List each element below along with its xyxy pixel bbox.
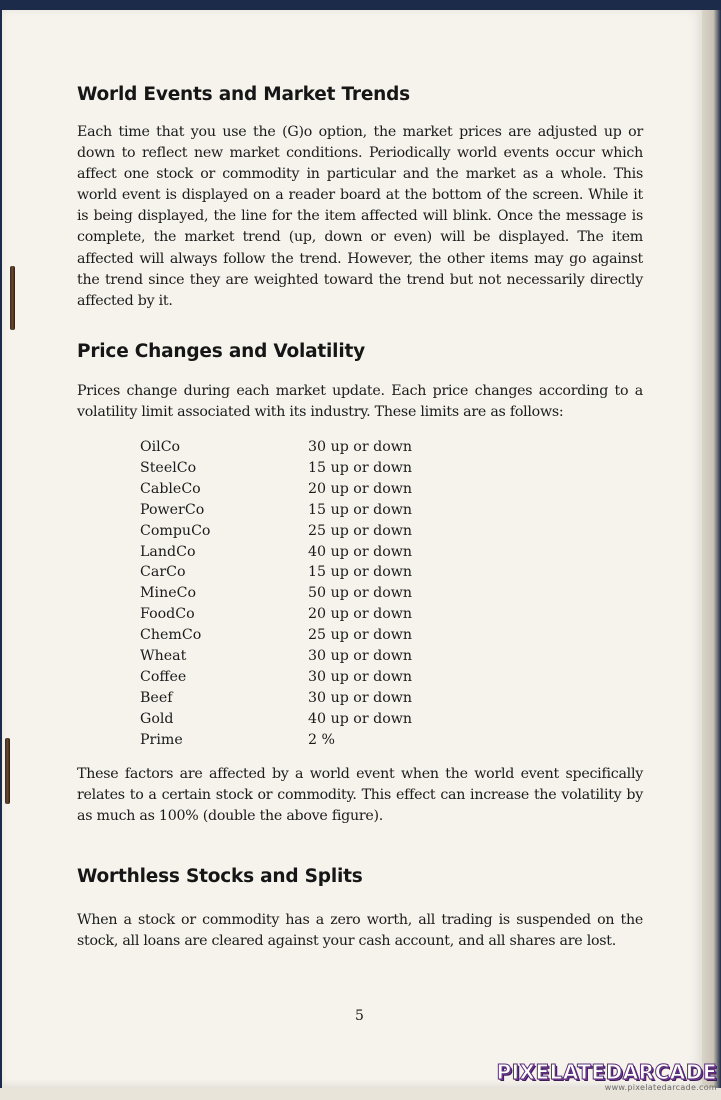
volatility-item-limit: 30 up or down [308,439,413,455]
volatility-item-name: MineCo [140,585,196,602]
volatility-item-limit: 20 up or down [308,606,413,623]
volatility-row [140,625,412,646]
volatility-item-limit: 15 up or down [308,501,413,518]
volatility-item-limit: 20 up or down [308,480,413,497]
world-events-paragraph: Each time that you use the (G)o option, the market prices are adjusted up or down to reflect new market conditions. Periodically world events occur which affect one stock or commodity in particular and the market as a whole. This world event is displayed on a reader board at the bottom of the screen. While it is being displayed, the line for the item affected will blink. Once the message is complete, the market trend (up, down or even) will be displayed. The item affected will always follow the trend. However, the other items may go against the trend since they are weighted toward the trend but not necessarily directly affected by it. [77,124,643,309]
worthless-heading: Worthless Stocks and Splits [77,866,363,887]
volatility-row [140,709,412,730]
volatility-item-limit: 25 up or down [308,627,413,644]
volatility-item-limit: 15 up or down [308,564,413,581]
volatility-row [140,521,412,542]
volatility-row [140,646,412,667]
volatility-item-name: OilCo [140,439,181,455]
volatility-item-limit: 40 up or down [308,710,413,727]
volatility-row [140,479,412,500]
volatility-item-name: CarCo [140,564,186,581]
volatility-item-name: Beef [140,689,173,706]
price-changes-heading: Price Changes and Volatility [77,341,365,362]
volatility-row [140,542,412,563]
volatility-row [140,604,412,625]
booklet-edge [702,10,721,1100]
volatility-row [140,562,412,583]
volatility-item-limit: 30 up or down [308,648,413,665]
volatility-row [140,500,412,521]
worthless-paragraph: When a stock or commodity has a zero worth, all trading is suspended on the stock, all loans are cleared against your cash account, and all shares are lost. [77,912,643,950]
volatility-item-name: Coffee [140,668,187,685]
volatility-item-limit: 2 % [308,731,336,748]
staple-bottom [5,738,10,804]
volatility-item-limit: 15 up or down [308,459,413,476]
volatility-item-limit: 50 up or down [308,585,413,602]
watermark [496,1062,717,1092]
manual-page [2,10,702,1088]
volatility-item-name: Wheat [140,648,187,665]
volatility-item-name: SteelCo [140,459,197,476]
volatility-row [140,730,412,751]
volatility-item-name: PowerCo [140,501,205,518]
staple-top [10,266,15,330]
volatility-row [140,437,412,458]
volatility-item-name: Prime [140,731,183,748]
volatility-item-name: FoodCo [140,606,195,623]
volatility-table [140,437,412,751]
watermark-brand: PIXELATEDARCADE [496,1060,717,1084]
volatility-item-limit: 30 up or down [308,668,413,685]
watermark-url: www.pixelatedarcade.com [604,1083,717,1092]
volatility-item-name: Gold [140,710,174,727]
volatility-item-name: LandCo [140,543,196,560]
volatility-item-name: CableCo [140,480,201,497]
volatility-row [140,583,412,604]
world-events-heading: World Events and Market Trends [77,84,410,105]
volatility-item-limit: 40 up or down [308,543,413,560]
volatility-item-limit: 30 up or down [308,689,413,706]
price-changes-intro: Prices change during each market update. Each price changes according to a volatility limit associated with its industry. These limits are as follows: [77,383,643,421]
volatility-row [140,458,412,479]
volatility-item-name: CompuCo [140,522,211,539]
volatility-row [140,667,412,688]
volatility-item-limit: 25 up or down [308,522,413,539]
price-changes-outro: These factors are affected by a world event when the world event specifically relates to a certain stock or commodity. This effect can increase the volatility by as much as 100% (double the above figure). [77,766,643,825]
page-number: 5 [355,1008,364,1024]
volatility-row [140,688,412,709]
volatility-item-name: ChemCo [140,627,202,644]
